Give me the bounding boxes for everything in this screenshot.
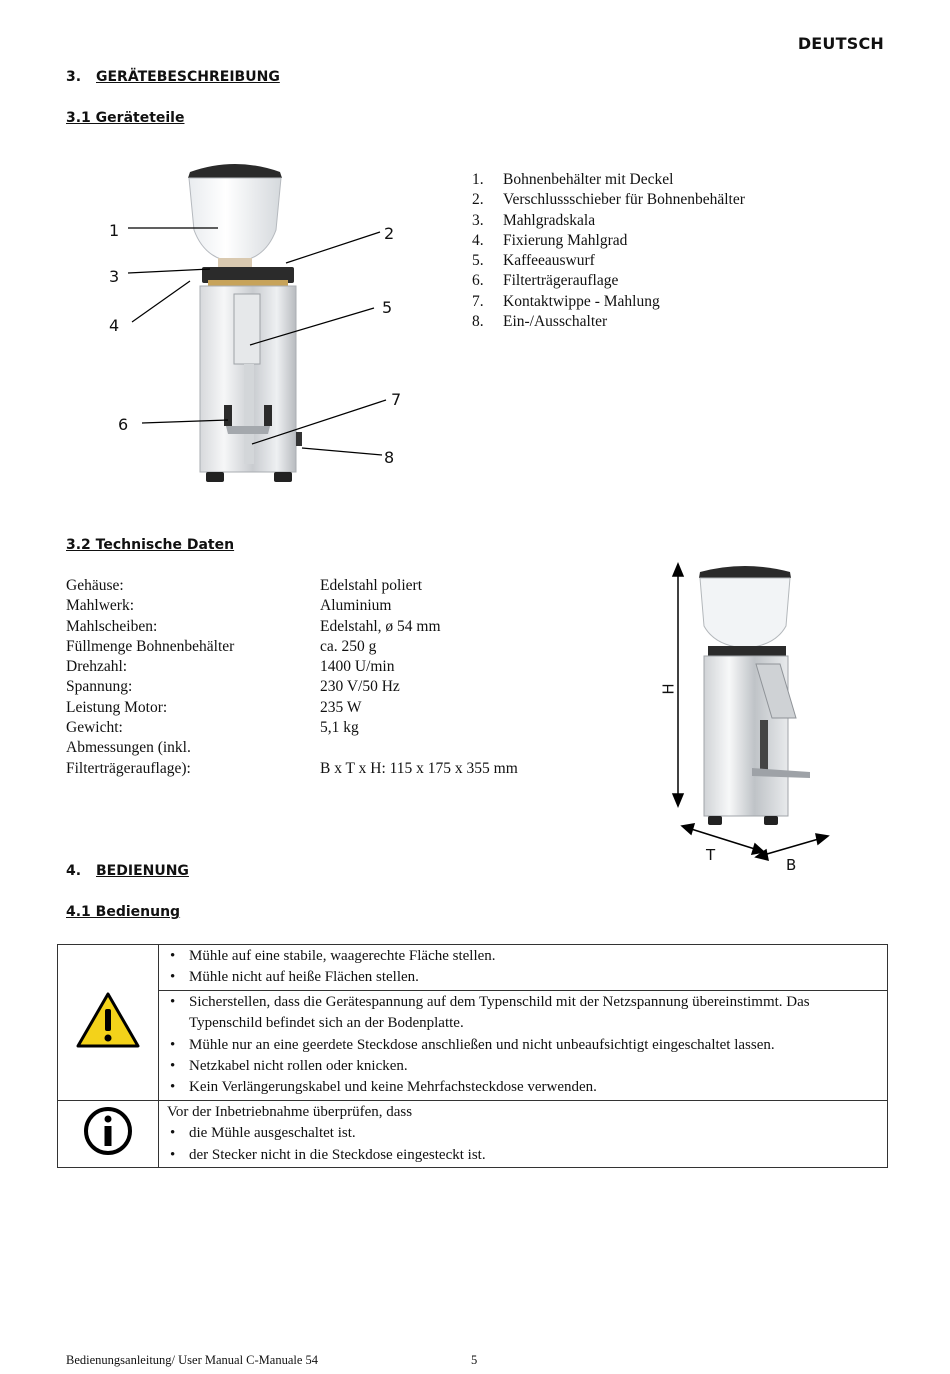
callout-4: 4: [109, 316, 120, 335]
grind-ring: [208, 280, 288, 286]
parts-list: [472, 170, 745, 332]
list-item: 3. Mahlgradskala: [472, 211, 596, 229]
section-4-heading: [66, 863, 189, 879]
list-item: 4. Fixierung Mahlgrad: [472, 231, 628, 249]
list-item: 8. Ein-/Ausschalter: [472, 313, 608, 331]
list-item: • Kein Verlängerungskabel und keine Mehrfachsteckdose verwenden.: [167, 1077, 883, 1098]
foot-left: [206, 472, 224, 482]
section-4-1-heading: 4.1 Bedienung: [66, 904, 181, 920]
list-item: • Mühle nicht auf heiße Flächen stellen.: [167, 967, 883, 988]
list-item: • der Stecker nicht in die Steckdose eingesteckt ist.: [167, 1145, 883, 1166]
chute-slot: [244, 364, 254, 464]
grinder-dimensions-figure: [660, 560, 840, 870]
list-item: 6. Filterträgerauflage: [472, 272, 619, 290]
spec-row: Drehzahl: 1400 U/min: [66, 658, 395, 676]
section-3-number: 3.: [66, 69, 82, 85]
list-item: 5. Kaffeeauswurf: [472, 252, 595, 270]
list-item: • Mühle nur an eine geerdete Steckdose anschließen und nicht unbeaufsichtigt eingeschaltet lassen.: [167, 1035, 883, 1056]
info-intro: Vor der Inbetriebnahme überprüfen, dass: [167, 1103, 413, 1120]
info-cell: [58, 1100, 159, 1167]
callout-7: 7: [391, 390, 402, 409]
spec-row: Leistung Motor: 235 W: [66, 698, 362, 716]
bean-hopper: [189, 178, 281, 262]
callout-5: 5: [382, 298, 393, 317]
callout-8: 8: [384, 448, 395, 467]
contact-rocker: [226, 426, 270, 434]
list-item: • Netzkabel nicht rollen oder knicken.: [167, 1056, 883, 1077]
section-3-heading: [66, 69, 280, 85]
hopper-lid: [188, 164, 282, 178]
section-3-2-heading: 3.2 Technische Daten: [66, 537, 235, 553]
spec-row: Gewicht: 5,1 kg: [66, 719, 359, 737]
list-item: • Mühle auf eine stabile, waagerechte Fläche stellen.: [167, 946, 883, 967]
bean-hopper: [700, 578, 790, 648]
callout-3: 3: [109, 267, 120, 286]
coffee-chute: [234, 294, 260, 364]
spec-row: Abmessungen (inkl.: [66, 739, 191, 757]
spec-row: Gehäuse: Edelstahl poliert: [66, 577, 423, 594]
callout-2: 2: [384, 224, 395, 243]
foot-right: [274, 472, 292, 482]
foot-left: [708, 816, 722, 825]
callout-6: 6: [118, 415, 129, 434]
page-number: 5: [471, 1353, 478, 1367]
spec-row: Mahlwerk: Aluminium: [66, 597, 392, 615]
hopper-neck: [218, 258, 252, 268]
list-item: 7. Kontaktwippe - Mahlung: [472, 292, 660, 310]
safety-table: [57, 944, 888, 1168]
spec-table: [66, 576, 518, 779]
foot-right: [764, 816, 778, 825]
warning-triangle-icon: [76, 992, 140, 1048]
power-switch: [296, 432, 302, 446]
spec-row: Füllmenge Bohnenbehälter ca. 250 g: [66, 637, 377, 655]
section-4-number: 4.: [66, 863, 82, 879]
dimension-depth-label: T: [706, 846, 716, 864]
language-label: DEUTSCH: [797, 34, 884, 53]
grind-dial: [708, 646, 786, 656]
callout-1: 1: [109, 221, 120, 240]
dimension-width-label: B: [786, 856, 797, 874]
info-group: [159, 1100, 888, 1167]
list-item: • Sicherstellen, dass die Gerätespannung auf dem Typenschild mit der Netzspannung übereinstimmt. Das Typenschild befindet sich an der Bodenplatte.: [167, 992, 883, 1035]
warning-cell: [58, 945, 159, 1101]
section-3-1-heading: 3.1 Geräteteile: [66, 110, 185, 126]
list-item: • die Mühle ausgeschaltet ist.: [167, 1123, 883, 1144]
info-icon: [82, 1105, 134, 1157]
grinder-parts-figure: [100, 150, 420, 495]
spec-row: Spannung: 230 V/50 Hz: [66, 678, 400, 696]
dimension-height-label: H: [659, 683, 678, 695]
safety-group-1: [159, 945, 888, 991]
section-3-title: GERÄTEBESCHREIBUNG: [96, 69, 280, 85]
footer-text: Bedienungsanleitung/ User Manual C-Manuale 54: [66, 1353, 319, 1367]
spec-row: Mahlscheiben: Edelstahl, ø 54 mm: [66, 617, 441, 635]
spec-row: Filterträgerauflage): B x T x H: 115 x 175 x 355 mm: [66, 759, 518, 777]
list-item: 1. Bohnenbehälter mit Deckel: [472, 171, 674, 188]
chute-slot: [760, 720, 768, 772]
hopper-lid: [699, 566, 791, 578]
safety-group-2: [159, 990, 888, 1100]
section-4-title: BEDIENUNG: [96, 863, 189, 879]
list-item: 2. Verschlussschieber für Bohnenbehälter: [472, 191, 745, 209]
